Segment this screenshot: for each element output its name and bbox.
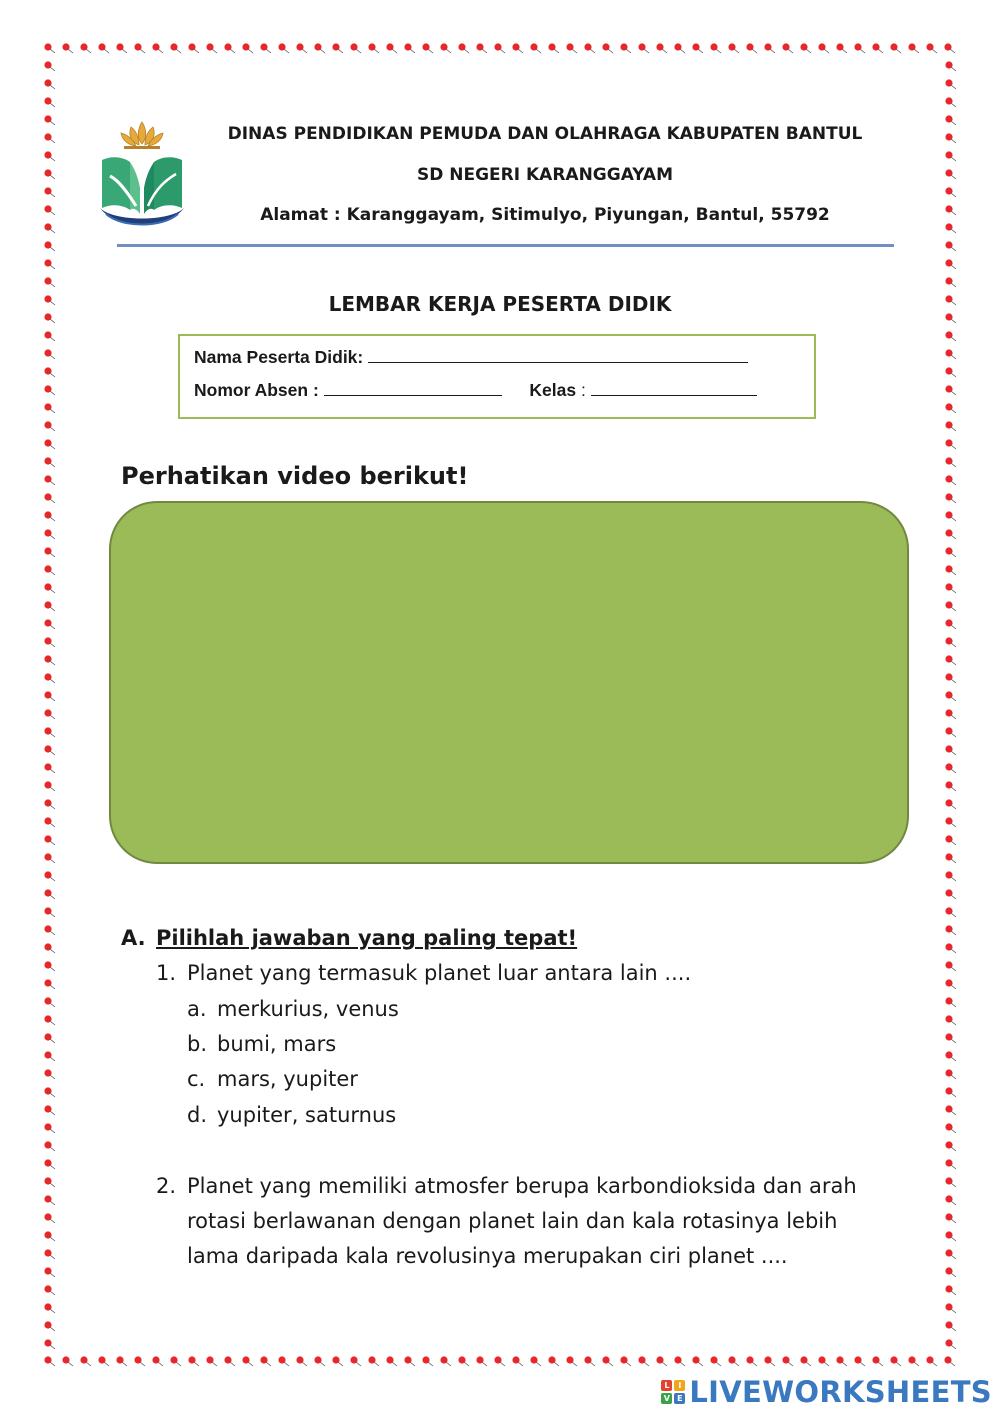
border-dot-tail xyxy=(50,1075,55,1079)
agency-title: DINAS PENDIDIKAN PEMUDA DAN OLAHRAGA KABUPATEN BANTUL xyxy=(227,124,863,144)
border-dot-tail xyxy=(50,769,55,773)
border-dot-tail xyxy=(951,877,956,881)
border-dot-tail xyxy=(50,1093,55,1097)
question-2-line-2 xyxy=(187,1209,837,1233)
border-dot-tail xyxy=(50,1039,55,1043)
border-dot-tail xyxy=(951,661,956,665)
border-dot-tail xyxy=(50,589,55,593)
border-dot-tail xyxy=(50,1111,55,1115)
border-dot-tail xyxy=(50,445,55,449)
border-dot-tail xyxy=(50,1237,55,1241)
school-name: SD NEGERI KARANGGAYAM xyxy=(416,165,673,185)
border-dot-tail xyxy=(338,49,343,53)
border-dot-tail xyxy=(482,1362,487,1366)
border-dot-tail xyxy=(951,571,956,575)
border-dot-tail xyxy=(266,49,271,53)
answer-option-b[interactable] xyxy=(187,1032,336,1056)
border-dot-tail xyxy=(951,535,956,539)
worksheet-title: LEMBAR KERJA PESERTA DIDIK xyxy=(328,292,672,316)
border-dot-tail xyxy=(932,1362,937,1366)
border-dot-tail xyxy=(698,49,703,53)
border-dot-tail xyxy=(50,427,55,431)
border-dot-tail xyxy=(932,49,937,53)
option-letter: a. xyxy=(187,997,207,1021)
border-dot-tail xyxy=(951,1021,956,1025)
border-dot-tail xyxy=(50,1183,55,1187)
border-dot-tail xyxy=(951,355,956,359)
border-dot-tail xyxy=(951,319,956,323)
border-dot-tail xyxy=(140,49,145,53)
border-dot-tail xyxy=(50,751,55,755)
border-dot-tail xyxy=(50,715,55,719)
border-dot-tail xyxy=(356,49,361,53)
border-dot-tail xyxy=(50,859,55,863)
border-dot-tail xyxy=(212,1362,217,1366)
border-dot-tail xyxy=(951,139,956,143)
border-dot-tail xyxy=(951,427,956,431)
border-dot-tail xyxy=(50,571,55,575)
video-prompt: Perhatikan video berikut! xyxy=(121,462,469,490)
border-dot-tail xyxy=(50,949,55,953)
border-dot-tail xyxy=(951,967,956,971)
border-dot-tail xyxy=(194,49,199,53)
border-dot-tail xyxy=(50,481,55,485)
answer-option-a[interactable] xyxy=(187,997,399,1021)
border-dot-tail xyxy=(50,157,55,161)
border-dot-tail xyxy=(951,1147,956,1151)
border-dot-tail xyxy=(68,49,73,53)
border-dot-tail xyxy=(951,1219,956,1223)
border-dot-tail xyxy=(50,985,55,989)
border-dot-tail xyxy=(951,1075,956,1079)
border-dot-tail xyxy=(951,463,956,467)
border-dot-tail xyxy=(860,49,865,53)
border-dot-tail xyxy=(50,1147,55,1151)
attendance-class-row xyxy=(194,379,757,401)
border-dot-tail xyxy=(806,49,811,53)
border-dot-tail xyxy=(50,1201,55,1205)
border-dot-tail xyxy=(50,319,55,323)
border-dot-tail xyxy=(212,49,217,53)
border-dot-tail xyxy=(626,49,631,53)
border-dot-tail xyxy=(951,1201,956,1205)
border-dot-tail xyxy=(50,175,55,179)
border-dot-tail xyxy=(608,1362,613,1366)
border-dot-tail xyxy=(951,1309,956,1313)
border-dot-tail xyxy=(158,49,163,53)
border-dot-tail xyxy=(788,49,793,53)
border-dot-tail xyxy=(50,247,55,251)
border-dot-tail xyxy=(951,643,956,647)
border-dot-tail xyxy=(951,175,956,179)
question-2-line-3 xyxy=(187,1244,788,1268)
border-dot-tail xyxy=(734,49,739,53)
border-dot-tail xyxy=(716,1362,721,1366)
border-dot-tail xyxy=(446,49,451,53)
border-dot-tail xyxy=(951,391,956,395)
question-1 xyxy=(156,961,691,985)
border-dot-tail xyxy=(50,1291,55,1295)
border-dot-tail xyxy=(896,1362,901,1366)
option-text: bumi, mars xyxy=(217,1032,337,1056)
class-colon: : xyxy=(580,380,586,400)
border-dot-tail xyxy=(572,49,577,53)
border-dot-tail xyxy=(951,409,956,413)
border-dot-tail xyxy=(50,211,55,215)
border-dot-tail xyxy=(951,481,956,485)
border-dot-tail xyxy=(50,1362,55,1366)
border-dot-tail xyxy=(951,283,956,287)
border-dot-tail xyxy=(951,787,956,791)
section-a-heading xyxy=(121,926,577,950)
border-dot-tail xyxy=(951,1057,956,1061)
liveworksheets-brand[interactable] xyxy=(661,1374,992,1410)
border-dot-tail xyxy=(50,643,55,647)
border-dot-tail xyxy=(698,1362,703,1366)
border-dot-tail xyxy=(951,265,956,269)
question-text-line: Planet yang memiliki atmosfer berupa karbondioksida dan arah xyxy=(187,1174,857,1198)
border-dot-tail xyxy=(50,355,55,359)
border-dot-tail xyxy=(554,49,559,53)
border-dot-tail xyxy=(878,49,883,53)
border-dot-tail xyxy=(50,787,55,791)
option-text: mars, yupiter xyxy=(217,1067,358,1091)
question-number: 2. xyxy=(156,1174,177,1198)
border-dot-tail xyxy=(950,49,955,53)
border-dot-tail xyxy=(284,49,289,53)
border-dot-tail xyxy=(50,625,55,629)
student-identity-box xyxy=(178,334,816,419)
border-dot-tail xyxy=(536,1362,541,1366)
answer-option-c[interactable] xyxy=(187,1067,358,1091)
border-dot-tail xyxy=(951,823,956,827)
border-dot-tail xyxy=(410,49,415,53)
question-text-line: lama daripada kala revolusinya merupakan ciri planet .... xyxy=(187,1244,788,1268)
option-text: yupiter, saturnus xyxy=(217,1103,397,1127)
school-logo xyxy=(96,118,188,230)
border-dot-tail xyxy=(951,517,956,521)
border-dot-tail xyxy=(824,1362,829,1366)
border-dot-tail xyxy=(248,1362,253,1366)
border-dot-tail xyxy=(50,1219,55,1223)
border-dot-tail xyxy=(122,1362,127,1366)
border-dot-tail xyxy=(104,49,109,53)
border-dot-tail xyxy=(951,715,956,719)
class-label: Kelas xyxy=(529,380,577,400)
option-letter: c. xyxy=(187,1067,206,1091)
border-dot-tail xyxy=(951,607,956,611)
border-dot-tail xyxy=(951,931,956,935)
border-dot-tail xyxy=(50,733,55,737)
border-dot-tail xyxy=(140,1362,145,1366)
border-dot-tail xyxy=(248,49,253,53)
border-dot-tail xyxy=(608,49,613,53)
border-dot-tail xyxy=(644,1362,649,1366)
border-dot-tail xyxy=(50,499,55,503)
border-dot-tail xyxy=(680,49,685,53)
question-number: 1. xyxy=(156,961,177,985)
border-dot-tail xyxy=(302,1362,307,1366)
border-dot-tail xyxy=(50,67,55,71)
border-dot-tail xyxy=(50,409,55,413)
border-dot-tail xyxy=(951,157,956,161)
border-dot-tail xyxy=(951,337,956,341)
border-dot-tail xyxy=(158,1362,163,1366)
border-dot-tail xyxy=(951,1165,956,1169)
border-dot-tail xyxy=(951,769,956,773)
option-text: merkurius, venus xyxy=(217,997,399,1021)
school-address: Alamat : Karanggayam, Sitimulyo, Piyungan, Bantul, 55792 xyxy=(260,205,830,225)
section-letter: A. xyxy=(121,926,146,950)
border-dot-tail xyxy=(50,373,55,377)
border-dot-tail xyxy=(951,499,956,503)
border-dot-tail xyxy=(644,49,649,53)
border-dot-tail xyxy=(951,85,956,89)
border-dot-tail xyxy=(176,1362,181,1366)
question-text-line: rotasi berlawanan dengan planet lain dan kala rotasinya lebih xyxy=(187,1209,838,1233)
border-dot-tail xyxy=(464,49,469,53)
border-dot-tail xyxy=(951,1327,956,1331)
border-dot-tail xyxy=(536,49,541,53)
border-dot-tail xyxy=(951,985,956,989)
border-dot-tail xyxy=(572,1362,577,1366)
border-dot-tail xyxy=(50,103,55,107)
border-dot-tail xyxy=(50,877,55,881)
border-dot-tail xyxy=(734,1362,739,1366)
border-dot-tail xyxy=(50,1273,55,1277)
border-dot-tail xyxy=(951,229,956,233)
border-dot-tail xyxy=(951,247,956,251)
brand-logo-icon: L I V E xyxy=(661,1380,685,1404)
border-dot-tail xyxy=(50,517,55,521)
border-dot-tail xyxy=(230,49,235,53)
border-dot-tail xyxy=(50,1255,55,1259)
border-dot-tail xyxy=(356,1362,361,1366)
border-dot-tail xyxy=(951,841,956,845)
border-dot-tail xyxy=(951,553,956,557)
border-dot-tail xyxy=(950,1362,955,1366)
border-dot-tail xyxy=(50,85,55,89)
border-dot-tail xyxy=(68,1362,73,1366)
border-dot-tail xyxy=(50,121,55,125)
border-dot-tail xyxy=(951,913,956,917)
border-dot-tail xyxy=(410,1362,415,1366)
border-dot-tail xyxy=(50,805,55,809)
border-dot-tail xyxy=(50,337,55,341)
border-dot-tail xyxy=(951,1273,956,1277)
border-dot-tail xyxy=(590,1362,595,1366)
border-dot-tail xyxy=(428,1362,433,1366)
border-dot-tail xyxy=(50,229,55,233)
question-text: Planet yang termasuk planet luar antara lain .... xyxy=(187,961,692,985)
border-dot-tail xyxy=(951,373,956,377)
border-dot-tail xyxy=(50,661,55,665)
border-dot-tail xyxy=(122,49,127,53)
border-dot-tail xyxy=(50,1021,55,1025)
border-dot-tail xyxy=(951,193,956,197)
border-dot-tail xyxy=(428,49,433,53)
border-dot-tail xyxy=(50,1003,55,1007)
border-dot-tail xyxy=(951,67,956,71)
option-letter: d. xyxy=(187,1103,208,1127)
border-dot-tail xyxy=(86,1362,91,1366)
border-dot-tail xyxy=(482,49,487,53)
border-dot-tail xyxy=(518,1362,523,1366)
border-dot-tail xyxy=(50,895,55,899)
border-dot-tail xyxy=(752,1362,757,1366)
border-dot-tail xyxy=(302,49,307,53)
border-dot-tail xyxy=(951,625,956,629)
attendance-number-label: Nomor Absen : xyxy=(194,380,319,400)
border-dot-tail xyxy=(50,841,55,845)
border-dot-tail xyxy=(770,1362,775,1366)
border-dot-tail xyxy=(50,697,55,701)
border-dot-tail xyxy=(951,1291,956,1295)
border-dot-tail xyxy=(374,49,379,53)
border-dot-tail xyxy=(951,1345,956,1349)
border-dot-tail xyxy=(500,1362,505,1366)
border-dot-tail xyxy=(951,1237,956,1241)
border-dot-tail xyxy=(50,463,55,467)
border-dot-tail xyxy=(951,697,956,701)
border-dot-tail xyxy=(951,859,956,863)
border-dot-tail xyxy=(951,751,956,755)
border-dot-tail xyxy=(50,1057,55,1061)
brand-text: LIVEWORKSHEETS xyxy=(689,1375,992,1409)
border-dot-tail xyxy=(590,49,595,53)
border-dot-tail xyxy=(50,193,55,197)
border-dot-tail xyxy=(338,1362,343,1366)
border-dot-tail xyxy=(951,445,956,449)
border-dot-tail xyxy=(50,1309,55,1313)
border-dot-tail xyxy=(266,1362,271,1366)
border-dot-tail xyxy=(752,49,757,53)
border-dot-tail xyxy=(951,1093,956,1097)
border-dot-tail xyxy=(860,1362,865,1366)
border-dot-tail xyxy=(86,49,91,53)
border-dot-tail xyxy=(842,49,847,53)
border-dot-tail xyxy=(50,391,55,395)
header-divider xyxy=(117,244,894,247)
attendance-number-field[interactable] xyxy=(324,379,502,396)
border-dot-tail xyxy=(392,1362,397,1366)
border-dot-tail xyxy=(50,679,55,683)
border-dot-tail xyxy=(951,805,956,809)
student-name-label: Nama Peserta Didik: xyxy=(194,347,364,367)
border-dot-tail xyxy=(554,1362,559,1366)
border-dot-tail xyxy=(50,967,55,971)
border-dot-tail xyxy=(50,139,55,143)
border-dot-tail xyxy=(951,1111,956,1115)
border-dot-tail xyxy=(951,1039,956,1043)
border-dot-tail xyxy=(914,49,919,53)
border-dot-tail xyxy=(716,49,721,53)
border-dot-tail xyxy=(50,553,55,557)
option-letter: b. xyxy=(187,1032,208,1056)
border-dot-tail xyxy=(896,49,901,53)
border-dot-tail xyxy=(951,895,956,899)
border-dot-tail xyxy=(50,931,55,935)
border-dot-tail xyxy=(50,283,55,287)
border-dot-tail xyxy=(284,1362,289,1366)
border-dot-tail xyxy=(788,1362,793,1366)
border-dot-tail xyxy=(662,1362,667,1366)
border-dot-tail xyxy=(662,49,667,53)
student-name-field[interactable] xyxy=(368,346,748,363)
border-dot-tail xyxy=(951,1003,956,1007)
border-dot-tail xyxy=(951,103,956,107)
border-dot-tail xyxy=(951,1183,956,1187)
border-dot-tail xyxy=(50,1327,55,1331)
border-dot-tail xyxy=(951,121,956,125)
answer-option-d[interactable] xyxy=(187,1103,396,1127)
border-dot-tail xyxy=(50,1165,55,1169)
border-dot-tail xyxy=(951,733,956,737)
border-dot-tail xyxy=(50,535,55,539)
border-dot-tail xyxy=(50,265,55,269)
border-dot-tail xyxy=(518,49,523,53)
border-dot-tail xyxy=(500,49,505,53)
border-dot-tail xyxy=(951,949,956,953)
border-dot-tail xyxy=(806,1362,811,1366)
border-dot-tail xyxy=(951,211,956,215)
border-dot-tail xyxy=(951,589,956,593)
class-field[interactable] xyxy=(591,379,757,396)
border-dot-tail xyxy=(680,1362,685,1366)
section-title: Pilihlah jawaban yang paling tepat! xyxy=(156,926,578,950)
border-dot-tail xyxy=(50,913,55,917)
border-dot-tail xyxy=(842,1362,847,1366)
border-dot-tail xyxy=(824,49,829,53)
border-dot-tail xyxy=(320,49,325,53)
student-name-row xyxy=(194,346,748,368)
border-dot-tail xyxy=(176,49,181,53)
border-dot-tail xyxy=(320,1362,325,1366)
border-dot-tail xyxy=(374,1362,379,1366)
border-dot-tail xyxy=(878,1362,883,1366)
border-dot-tail xyxy=(951,679,956,683)
border-dot-tail xyxy=(951,1255,956,1259)
border-dot-tail xyxy=(230,1362,235,1366)
border-dot-tail xyxy=(770,49,775,53)
border-dot-tail xyxy=(392,49,397,53)
border-dot-tail xyxy=(951,1129,956,1133)
border-dot-tail xyxy=(50,49,55,53)
border-dot-tail xyxy=(50,1345,55,1349)
video-placeholder[interactable] xyxy=(109,501,909,864)
border-dot-tail xyxy=(104,1362,109,1366)
question-2 xyxy=(156,1174,857,1198)
border-dot-tail xyxy=(446,1362,451,1366)
border-dot-tail xyxy=(914,1362,919,1366)
border-dot-tail xyxy=(194,1362,199,1366)
border-dot-tail xyxy=(626,1362,631,1366)
border-dot-tail xyxy=(50,607,55,611)
border-dot-tail xyxy=(50,823,55,827)
border-dot-tail xyxy=(50,1129,55,1133)
border-dot-tail xyxy=(464,1362,469,1366)
